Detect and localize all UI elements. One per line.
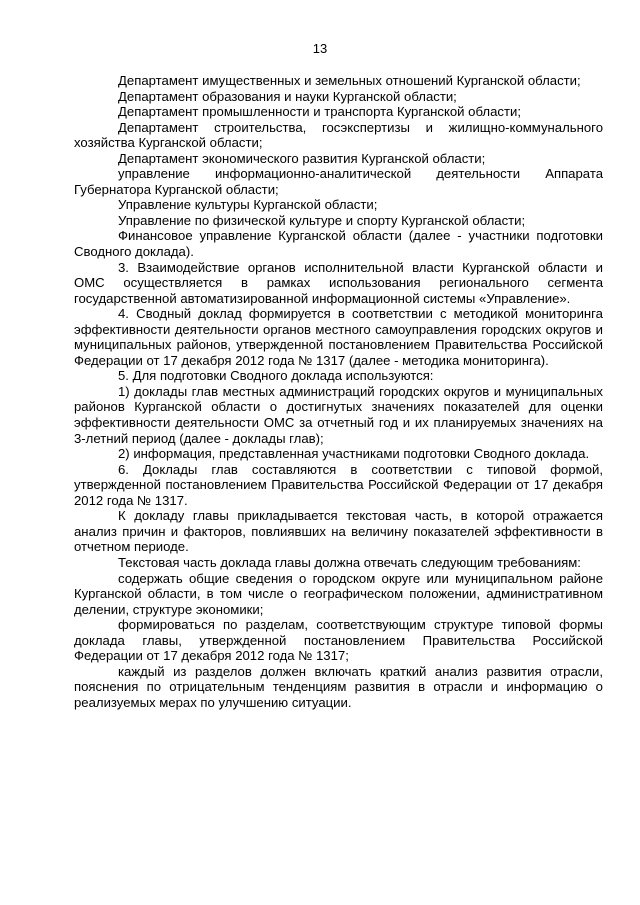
- paragraph-finance-administration: Финансовое управление Курганской области (далее - участники подготовки Сводного доклада).: [74, 228, 603, 260]
- paragraph-department-construction: Департамент строительства, госэкспертизы и жилищно-коммунального хозяйства Курганской области;: [74, 119, 603, 151]
- paragraph-department-education: Департамент образования и науки Курганской области;: [118, 88, 457, 104]
- paragraph-item-4: 4. Сводный доклад формируется в соответствии с методикой мониторинга эффективности деятельности органов местного самоуправления городских округов и муниципальных районов, утвержденной постановлением Правительства Российской Федерации от 17 декабря 2012 года № 1317 (далее - методика мониторинга).: [74, 306, 603, 368]
- paragraph-item-5-1: 1) доклады глав местных администраций городских округов и муниципальных районов Курганской области о достигнутых значениях показателей для оценки эффективности деятельности ОМС за отчетный год и их планируемых значениях на 3-летний период (далее - доклады глав);: [74, 383, 603, 446]
- paragraph-requirement-analysis: каждый из разделов должен включать краткий анализ развития отрасли, пояснения по отрицательным тенденциям развития в отрасли и информацию о реализуемых мерах по улучшению ситуации.: [74, 663, 603, 710]
- paragraph-sport-administration: Управление по физической культуре и спорту Курганской области;: [118, 212, 526, 228]
- paragraph-analytics-administration: управление информационно-аналитической деятельности Аппарата Губернатора Курганской области;: [74, 166, 603, 197]
- paragraph-item-5: 5. Для подготовки Сводного доклада используются:: [118, 368, 434, 384]
- paragraph-department-property: Департамент имущественных и земельных отношений Курганской области;: [118, 73, 581, 88]
- body-text: [74, 73, 603, 710]
- page-number: 13: [312, 41, 328, 56]
- paragraph-item-5-2: 2) информация, представленная участниками подготовки Сводного доклада.: [118, 446, 590, 462]
- paragraph-requirement-general-info: содержать общие сведения о городском округе или муниципальном районе Курганской области, в том числе о географическом положении, административном делении, структуре экономики;: [74, 570, 603, 617]
- paragraph-department-economy: Департамент экономического развития Курганской области;: [118, 150, 486, 166]
- paragraph-item-6: 6. Доклады глав составляются в соответствии с типовой формой, утвержденной постановлением Правительства Российской Федерации от 17 декабря 2012 года № 1317.: [74, 461, 603, 508]
- paragraph-text-part-requirements: Текстовая часть доклада главы должна отвечать следующим требованиям:: [118, 554, 581, 570]
- paragraph-requirement-sections: формироваться по разделам, соответствующим структуре типовой формы доклада главы, утвержденной постановлением Правительства Российской Федерации от 17 декабря 2012 года № 1317;: [74, 617, 603, 664]
- paragraph-text-part-attachment: К докладу главы прикладывается текстовая часть, в которой отражается анализ причин и факторов, повлиявших на величину показателей эффективности в отчетном периоде.: [74, 508, 603, 555]
- paragraph-item-3: 3. Взаимодействие органов исполнительной власти Курганской области и ОМС осуществляется в рамках использования регионального сегмента государственной автоматизированной информационной системы «Управление».: [74, 259, 603, 306]
- paragraph-department-industry: Департамент промышленности и транспорта Курганской области;: [118, 104, 521, 120]
- paragraph-culture-administration: Управление культуры Курганской области;: [118, 197, 378, 213]
